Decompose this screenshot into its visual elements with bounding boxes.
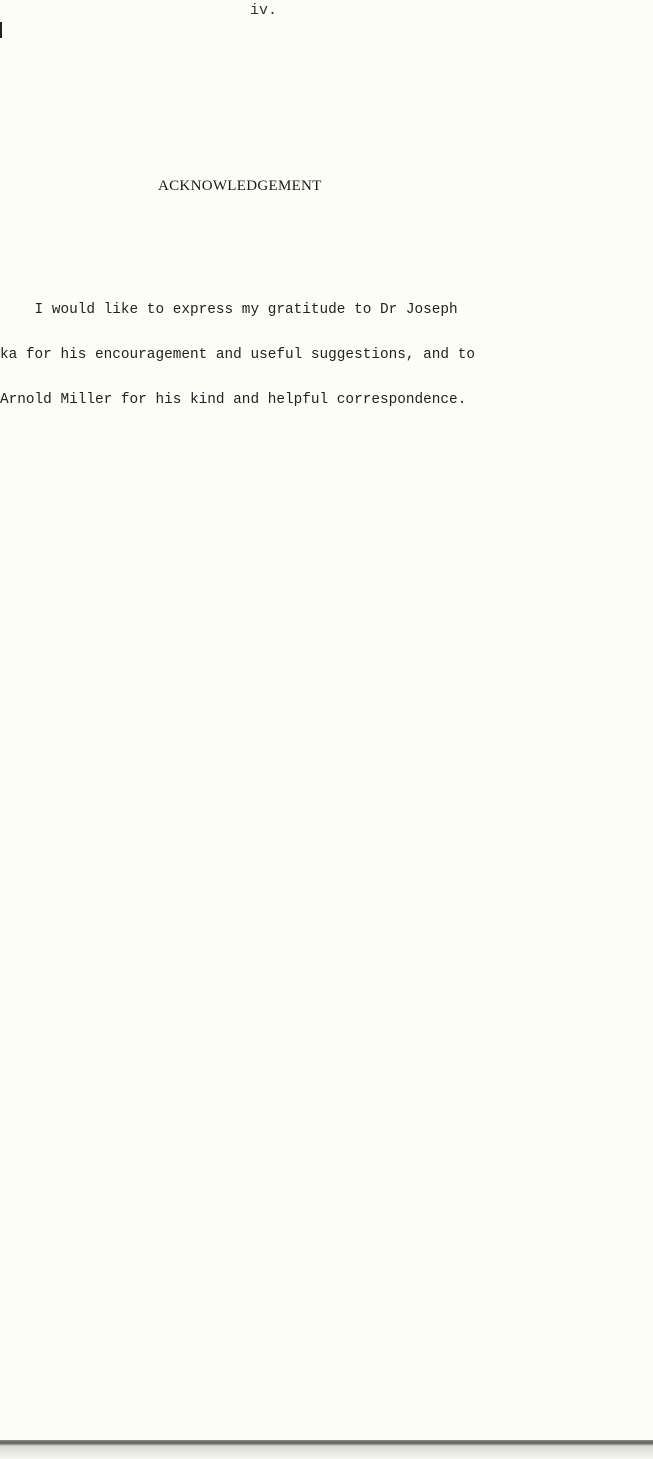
margin-mark	[0, 22, 2, 38]
page-number: iv.	[250, 2, 278, 19]
page-bottom-edge	[0, 1440, 653, 1459]
body-line-1: I would like to express my gratitude to Dr Joseph	[0, 302, 458, 318]
page-title: ACKNOWLEDGEMENT	[158, 178, 322, 194]
body-line-3: Arnold Miller for his kind and helpful correspondence.	[0, 392, 467, 408]
body-line-2: ka for his encouragement and useful suggestions, and to	[0, 347, 475, 363]
